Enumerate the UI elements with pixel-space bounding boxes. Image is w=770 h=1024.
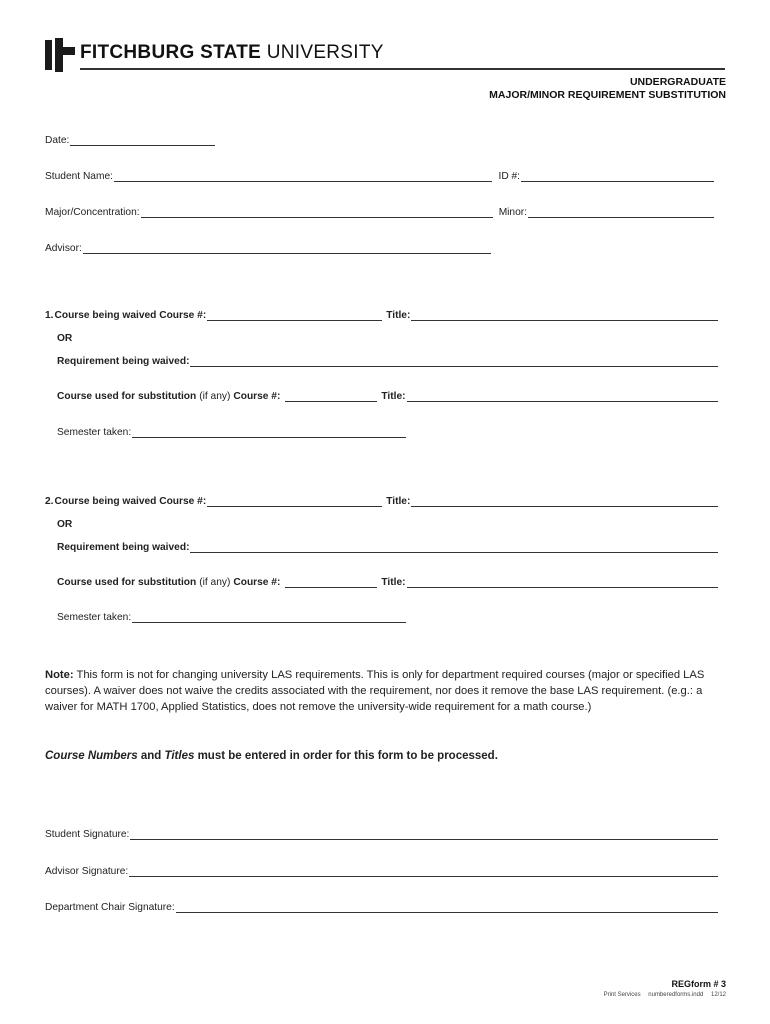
section1-sub-title-field[interactable] (407, 390, 718, 402)
section1-requirement-label: Requirement being waived: (57, 356, 190, 367)
section1-substitution-row (57, 386, 718, 402)
section1-semester-field[interactable] (132, 426, 406, 438)
note-text: This form is not for changing university LAS requirements. This is only for department required courses (major or specified LAS courses). A waiver does not waive the credits associated with the requirement, nor does it remove the base LAS requirement. (e.g.: a waiver for MATH 1700, Applied Statistics, does not remove the university-wide requirement for a math course.) (45, 669, 705, 713)
student-name-label: Student Name: (45, 171, 113, 182)
minor-label: Minor: (498, 207, 527, 218)
section2-sub-title-label: Title: (381, 577, 406, 588)
instruction-titles: Titles (164, 750, 195, 762)
section1-requirement-field[interactable] (190, 355, 718, 367)
section2-title-field[interactable] (411, 495, 718, 507)
student-name-field[interactable] (114, 170, 493, 182)
print-info (598, 992, 726, 998)
major-label: Major/Concentration: (45, 207, 140, 218)
section2-requirement-label: Requirement being waived: (57, 542, 190, 553)
advisor-signature-field[interactable] (129, 865, 718, 877)
section1-semester-label: Semester taken: (57, 427, 132, 438)
section1-if-any: (if any) (199, 391, 231, 402)
section1-number: 1. (45, 310, 54, 321)
section2-title-label: Title: (386, 496, 411, 507)
section2-or (57, 514, 718, 530)
section1-semester-row (57, 422, 406, 438)
section1-sub-title-label: Title: (381, 391, 406, 402)
chair-signature-row (45, 897, 718, 913)
section2-course-waived-label: Course being waived Course #: (54, 496, 207, 507)
student-signature-row (45, 824, 718, 840)
section1-course-number-field[interactable] (207, 309, 382, 321)
section1-or (57, 328, 718, 344)
section2-number: 2. (45, 496, 54, 507)
date-field[interactable] (70, 134, 215, 146)
section2-requirement-field[interactable] (190, 541, 718, 553)
instruction-and: and (140, 750, 162, 762)
section2-sub-title-field[interactable] (407, 576, 718, 588)
major-row (45, 202, 718, 218)
university-logo-mark (45, 38, 75, 72)
section1-requirement-row (57, 351, 718, 367)
student-signature-label: Student Signature: (45, 829, 130, 840)
section2-sub-course-label: Course #: (233, 577, 281, 588)
chair-signature-label: Department Chair Signature: (45, 902, 175, 913)
university-logo-text (80, 42, 384, 64)
print-date: 12/12 (710, 992, 726, 998)
instruction-course-numbers: Course Numbers (45, 750, 138, 762)
advisor-signature-label: Advisor Signature: (45, 866, 129, 877)
note-label: Note: (45, 669, 74, 681)
id-label: ID #: (498, 171, 520, 182)
minor-field[interactable] (528, 206, 714, 218)
student-signature-field[interactable] (130, 828, 718, 840)
logo-light-text: UNIVERSITY (266, 42, 384, 63)
section2-if-any: (if any) (199, 577, 231, 588)
section1-or-label: OR (57, 333, 73, 344)
section1-course-row (45, 305, 718, 321)
section1-sub-course-label: Course #: (233, 391, 281, 402)
instruction-line (45, 750, 498, 762)
section2-substitution-label: Course used for substitution (57, 577, 197, 588)
advisor-signature-row (45, 861, 718, 877)
section1-sub-course-field[interactable] (285, 390, 377, 402)
student-name-row (45, 166, 718, 182)
major-field[interactable] (141, 206, 493, 218)
date-row (45, 130, 718, 146)
id-field[interactable] (521, 170, 714, 182)
date-label: Date: (45, 135, 70, 146)
advisor-row (45, 238, 495, 254)
section2-semester-row (57, 607, 406, 623)
chair-signature-field[interactable] (176, 901, 718, 913)
print-file: numberedforms.indd (648, 992, 704, 998)
section2-course-row (45, 491, 718, 507)
section2-course-number-field[interactable] (207, 495, 382, 507)
section1-title-label: Title: (386, 310, 411, 321)
section2-semester-label: Semester taken: (57, 612, 132, 623)
form-title-line1: UNDERGRADUATE (629, 76, 726, 88)
note-paragraph (45, 667, 725, 715)
section1-substitution-label: Course used for substitution (57, 391, 197, 402)
print-services: Print Services (603, 992, 641, 998)
section2-substitution-row (57, 572, 718, 588)
section1-title-field[interactable] (411, 309, 718, 321)
form-title (489, 76, 726, 102)
instruction-rest: must be entered in order for this form to be processed. (197, 750, 498, 762)
section2-semester-field[interactable] (132, 611, 406, 623)
section1-course-waived-label: Course being waived Course #: (54, 310, 207, 321)
form-code: REGform # 3 (671, 979, 726, 989)
form-title-line2: MAJOR/MINOR REQUIREMENT SUBSTITUTION (489, 89, 726, 101)
section2-or-label: OR (57, 519, 73, 530)
advisor-field[interactable] (83, 242, 491, 254)
advisor-label: Advisor: (45, 243, 82, 254)
section2-requirement-row (57, 537, 718, 553)
header-rule (80, 68, 725, 70)
section2-sub-course-field[interactable] (285, 576, 377, 588)
logo-bold-text: FITCHBURG STATE (80, 42, 262, 63)
